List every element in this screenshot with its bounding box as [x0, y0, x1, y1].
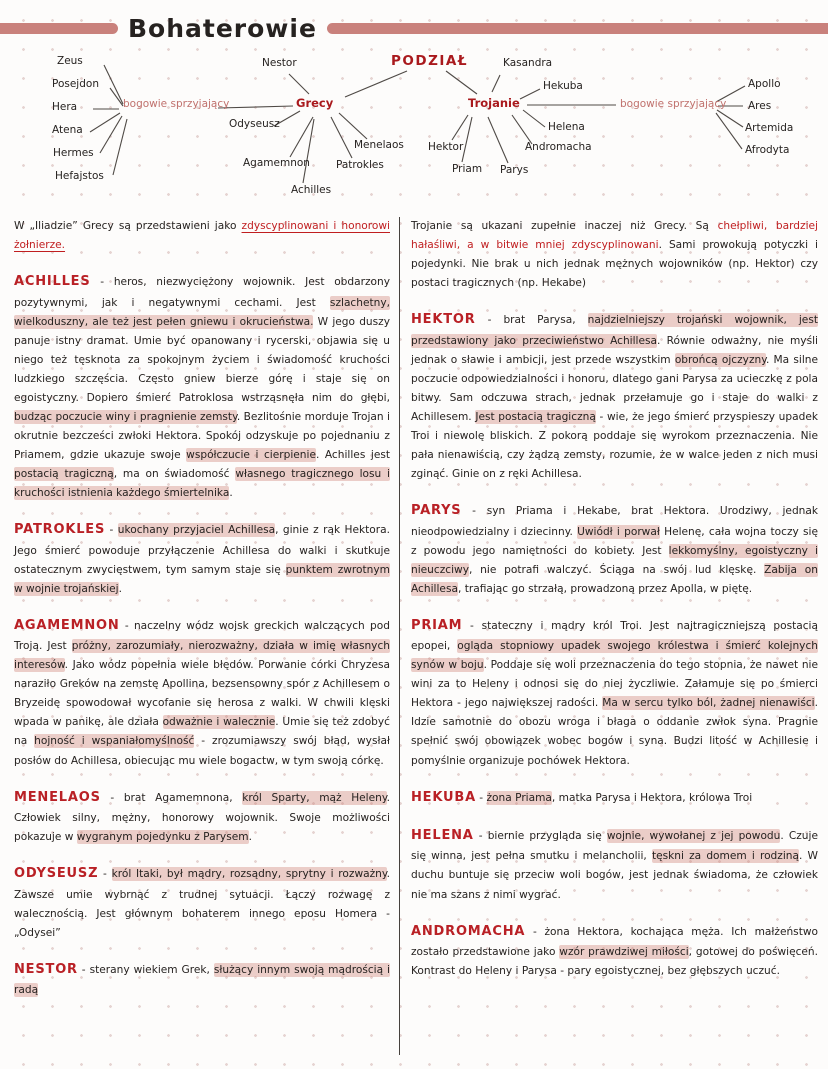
text-run-hl: wygranym pojedynku z Parysem [76, 831, 249, 844]
section-agamemnon [14, 614, 390, 771]
mindmap-node-achilles: Achilles [291, 184, 332, 196]
mindmap-node-apollo: Apollo [748, 78, 781, 90]
mindmap-node-artemida: Artemida [745, 122, 794, 134]
text-run: . Idzie samotnie do obozu wroga i błaga o oddanie zwłok syna. Pragnie spełnić swój obowiązek wobec bogów i syna. Budzi litość w Achillesie i pomyślnie organizuje pochówek Hektora. [411, 697, 818, 767]
text-run-hl: najdzielniejszy trojański wojownik, jest przedstawiony jako przeciwieństwo Achillesa [411, 314, 818, 347]
section-heading: AGAMEMNON [14, 617, 120, 633]
text-run: Helenę, cała wojna toczy się z powodu jego namiętności do kobiety. Jest [411, 525, 819, 557]
section-patrokles [14, 518, 390, 599]
section-heading: PATROKLES [14, 522, 106, 538]
mindmap-node-helena: Helena [548, 121, 585, 133]
mindmap-lines [0, 47, 828, 209]
text-run: . Achilles jest [315, 449, 391, 462]
text-run: syn Priama i Hekabe, brat Hektora. Urodziwy, jednak nieodpowiedzialny i dziecinny. [411, 505, 819, 538]
section-heading: HEKTOR [411, 312, 476, 328]
text-run-hl: tęskni za domem i rodziną [651, 850, 799, 863]
section-priam [411, 614, 818, 771]
text-run: . Bezlitośnie morduje Trojan i okrutnie bezcześci zwłoki Hektora. Spokój odzyskuje po pojednaniu z Priamem, gdzie ukazuje swoje [14, 410, 390, 462]
text-run-red: chełpliwi, bardziej hałaśliwi, a w bitwie mniej zdyscyplinowani [411, 220, 818, 252]
text-run-hl: odważnie i walecznie [162, 716, 276, 729]
text-run-hl: król Itaki, był mądry, rozsądny, sprytny i rozważny [111, 868, 387, 881]
text-run: . [118, 582, 123, 595]
text-run-hl: służący innym swoją mądrością i radą [14, 963, 390, 997]
heading-dash: - [462, 619, 482, 632]
text-run-hl: postacią tragiczną [14, 468, 114, 481]
page-title: Bohaterowie [128, 14, 317, 43]
heading-dash: - [105, 524, 118, 537]
text-run: - wie, że jego śmierć przyspieszy upadek Troi i niewolę bliskich. Z pokorą poddaje się wyrokom przeznaczenia. Nie pała nienawiścią, czy żądzą zemsty, rozumie, że w walce jeden z nich musi zginąć. Ginie on z ręki Achillesa. [411, 410, 818, 481]
text-run: - zrozumiawszy swój błąd, wysłał posłów do Achillesa, obiecując mu wiele bogactw, w tym swoją córkę. [14, 735, 390, 767]
text-run: W „Iliadzie” Grecy są przedstawieni jako [14, 220, 242, 232]
heading-dash: - [90, 276, 114, 289]
mindmap-node-zeus: Zeus [57, 55, 83, 67]
heading-dash: - [475, 314, 504, 327]
heading-dash: - [77, 963, 90, 976]
text-run-hl: szlachetny, wielkoduszny, ale też jest pełen gniewu i okrucieństwa. [14, 296, 390, 328]
section-heading: ACHILLES [14, 274, 91, 290]
title-accent-bar-right [327, 23, 828, 34]
intro-paragraph [14, 217, 390, 255]
text-run-hl: ukochany przyjaciel Achillesa [117, 524, 276, 537]
text-run-hl: próżny, zarozumiały, nierozważny, działa w imię własnych interesów [14, 640, 390, 672]
text-run-hl: lekkomyślny, egoistyczny i nieuczciwy [411, 544, 818, 576]
section-heading: ODYSEUSZ [14, 866, 99, 882]
mindmap-node-posejdon: Posejdon [52, 78, 99, 90]
mindmap-node-andromacha: Andromacha [525, 141, 592, 153]
text-run-hl: Jest postacią tragiczną [475, 410, 596, 423]
section-heading: ANDROMACHA [411, 923, 526, 939]
text-run-hl: ogląda stopniowy upadek swojego królestwa i śmierć kolejnych synów w boju [411, 640, 818, 672]
mindmap-node-priam: Priam [452, 163, 483, 175]
text-run-hl: Ma w sercu tylko ból, żadnej nienawiści [602, 697, 815, 710]
section-hekuba [411, 786, 818, 809]
title-accent-bar-left [0, 23, 118, 34]
text-run: . Zawsze umie wybrnąć z trudnej sytuacji. Łączy rozwagę z walecznością. Jest głównym bohaterem innego eposu Homera - „Odysei” [14, 868, 391, 939]
text-run: W jego duszy panuje istny dramat. Umie być opanowany i rycerski, objawia się u niego też tęsknota za spokojnym życiem i świadomość kruchości ludzkiego szczęścia. Często gniew bierze górę i staje się on egoistyczny. Dopiero śmierć Patroklosa wstrząsnęła nim do głębi, [14, 315, 390, 404]
text-run: . [229, 487, 233, 500]
mindmap-node-kasandra: Kasandra [503, 57, 553, 69]
text-run: , gotowej do poświęceń. Kontrast do Heleny i Parysa - pary egoistycznej, bez głębszych uczuć. [411, 945, 819, 978]
text-run: sterany wiekiem Grek, [89, 963, 214, 976]
text-run-hl: Uwiódł i porwał [577, 525, 660, 538]
mindmap-node-trojans: Trojanie [468, 96, 520, 110]
section-heading: NESTOR [14, 961, 78, 977]
section-heading: HEKUBA [411, 789, 476, 805]
mindmap-node-patrokles: Patrokles [336, 159, 384, 171]
text-run: . [248, 831, 252, 844]
text-run-redu: zdyscyplinowani i honorowi żołnierze. [14, 220, 390, 252]
text-run: Trojanie są ukazani zupełnie inaczej niż Grecy. Są [411, 220, 718, 232]
text-run-hl: król Sparty, mąż Heleny [242, 791, 387, 804]
text-run: żona Hektora, kochająca męża. Ich małżeństwo zostało przedstawione jako [411, 925, 818, 958]
mindmap-node-odyseusz: Odyseusz [229, 118, 280, 130]
text-run-hl: wojnie, wywołanej z jej powodu [606, 830, 781, 842]
section-achilles [14, 270, 390, 503]
text-run: . W duchu buntuje się przeciw woli bogów, jest jednak świadoma, że człowiek nie ma szans z nimi wygrać. [411, 850, 819, 901]
mindmap-node-hekuba: Hekuba [543, 80, 583, 92]
text-run-hl: wzór prawdziwej miłości [559, 945, 689, 958]
mindmap-node-hektor: Hektor [428, 141, 464, 153]
mindmap [0, 47, 828, 209]
mindmap-node-menelaos: Menelaos [354, 139, 404, 151]
mindmap-node-greeks: Grecy [296, 96, 334, 110]
text-run: , ma on świadomość [113, 468, 236, 481]
mindmap-node-atena: Atena [52, 124, 83, 136]
page-header [0, 0, 828, 43]
text-run-hl: współczucie i cierpienie [186, 449, 316, 462]
text-run: , nie potrafi walczyć. Ściąga na swój lud klęskę. [468, 563, 765, 576]
mindmap-title: PODZIAŁ [391, 53, 469, 69]
text-run: biernie przygląda się [487, 830, 607, 842]
mindmap-node-hefajstos: Hefajstos [55, 170, 104, 182]
text-run: . Ma silne poczucie odpowiedzialności i honoru, dlatego gani Parysa za ucieczkę z pola bitwy. Sam odczuwa strach, jednak przełamuje go i staje do walki z Achillesem. [411, 353, 819, 423]
text-run: brat Agamemnona, [123, 791, 243, 804]
text-run: heros, niezwyciężony wojownik. Jest obdarzony pozytywnymi, jak i negatywnymi cechami. Jest [14, 276, 391, 309]
text-run-hl: Zabija on Achillesa [411, 563, 818, 595]
mindmap-node-hermes: Hermes [53, 147, 94, 159]
text-run-hl: hojność i wspaniałomyślność [34, 735, 195, 748]
section-hektor [411, 308, 818, 484]
text-run: , matka Parysa i Hektora, królowa Troi [551, 791, 753, 804]
section-heading: HELENA [411, 828, 474, 843]
heading-dash: - [475, 791, 487, 804]
text-run: brat Parysa, [503, 314, 588, 327]
section-parys [411, 499, 818, 599]
text-run: stateczny i mądry król Troi. Jest najtragiczniejszą postacią epopei, [411, 619, 818, 653]
text-run: , ginie z rąk Hektora. Jego śmierć powoduje przyłączenie Achillesa do walki i skutkuje ostatecznym zwycięstwem, tym samym staje się [14, 524, 390, 576]
section-heading: MENELAOS [14, 789, 101, 805]
column-trojans [399, 217, 828, 1055]
section-heading: PARYS [411, 503, 462, 519]
section-heading: PRIAM [411, 617, 463, 633]
notes-body [0, 217, 828, 1055]
heading-dash: - [119, 619, 134, 632]
mindmap-connectors [90, 65, 745, 183]
text-run: . Człowiek silny, mężny, honorowy wojownik. Swoje możliwości pokazuje w [14, 791, 390, 844]
section-menelaos [14, 786, 390, 848]
text-run: . Umie się też zdobyć na [14, 716, 390, 748]
text-run: naczelny wódz wojsk greckich walczących pod Troją. Jest [14, 619, 390, 653]
text-run-hl: obrońcą ojczyzny [674, 353, 766, 366]
section-helena [411, 824, 818, 905]
text-run-hl: własnego tragicznego losu i kruchości istnienia każdego śmiertelnika [14, 468, 390, 500]
mindmap-node-nestor: Nestor [262, 57, 297, 69]
heading-dash: - [525, 925, 545, 938]
section-andromacha [411, 920, 818, 982]
intro-paragraph [411, 217, 818, 293]
heading-dash: - [473, 830, 488, 842]
mindmap-node-parys: Parys [500, 164, 529, 176]
mindmap-node-hera: Hera [52, 101, 78, 113]
mindmap-node-afrodyta: Afrodyta [745, 144, 790, 156]
mindmap-node-gods-left-label: bogowie sprzyjający [123, 98, 230, 110]
heading-dash: - [98, 868, 112, 881]
heading-dash: - [461, 505, 487, 518]
text-run: . Sami prowokują potyczki i pojedynki. Nie brak u nich jednak mężnych wojowników (np. Hektor) czy postaci tragicznych (np. Hekabe) [411, 239, 818, 290]
mindmap-node-agamemnon: Agamemnon [243, 157, 310, 169]
mindmap-node-ares: Ares [748, 100, 772, 112]
text-run-hl: punktem zwrotnym w wojnie trojańskiej [14, 563, 390, 595]
section-nestor [14, 958, 390, 1000]
text-run-hl: budząc poczucie winy i pragnienie zemsty [14, 410, 237, 423]
text-run: , trafiając go strzałą, prowadzoną przez Apolla, w piętę. [457, 582, 753, 595]
text-run: . Czuje się winna, jest pełna smutku i melancholii, [411, 830, 818, 863]
column-greeks [0, 217, 399, 1055]
text-run: . Jako wódz popełnia wiele błędów. Porwanie córki Chryzesa naraziło Greków na zemstę Apollina, bezsensowny spór z Achillesem o Bryzeidę spowodował wycofanie się herosa z walki. W chwili klęski wpada w panikę, ale działa [14, 659, 390, 729]
text-run: . Równie odważny, nie myśli jednak o sławie i ambicji, jest przede wszystkim [411, 334, 818, 366]
text-run-hl: żona Priama [486, 791, 552, 804]
text-run: . Poddaje się woli przeznaczenia do tego stopnia, że nawet nie wini za to Heleny i odnosi się do niej życzliwie. Załamuje się po śmierci Hektora - jego największej radości. [411, 659, 818, 710]
section-odyseusz [14, 862, 390, 943]
heading-dash: - [100, 791, 124, 804]
mindmap-node-gods-right-label: bogowie sprzyjający [620, 98, 727, 110]
